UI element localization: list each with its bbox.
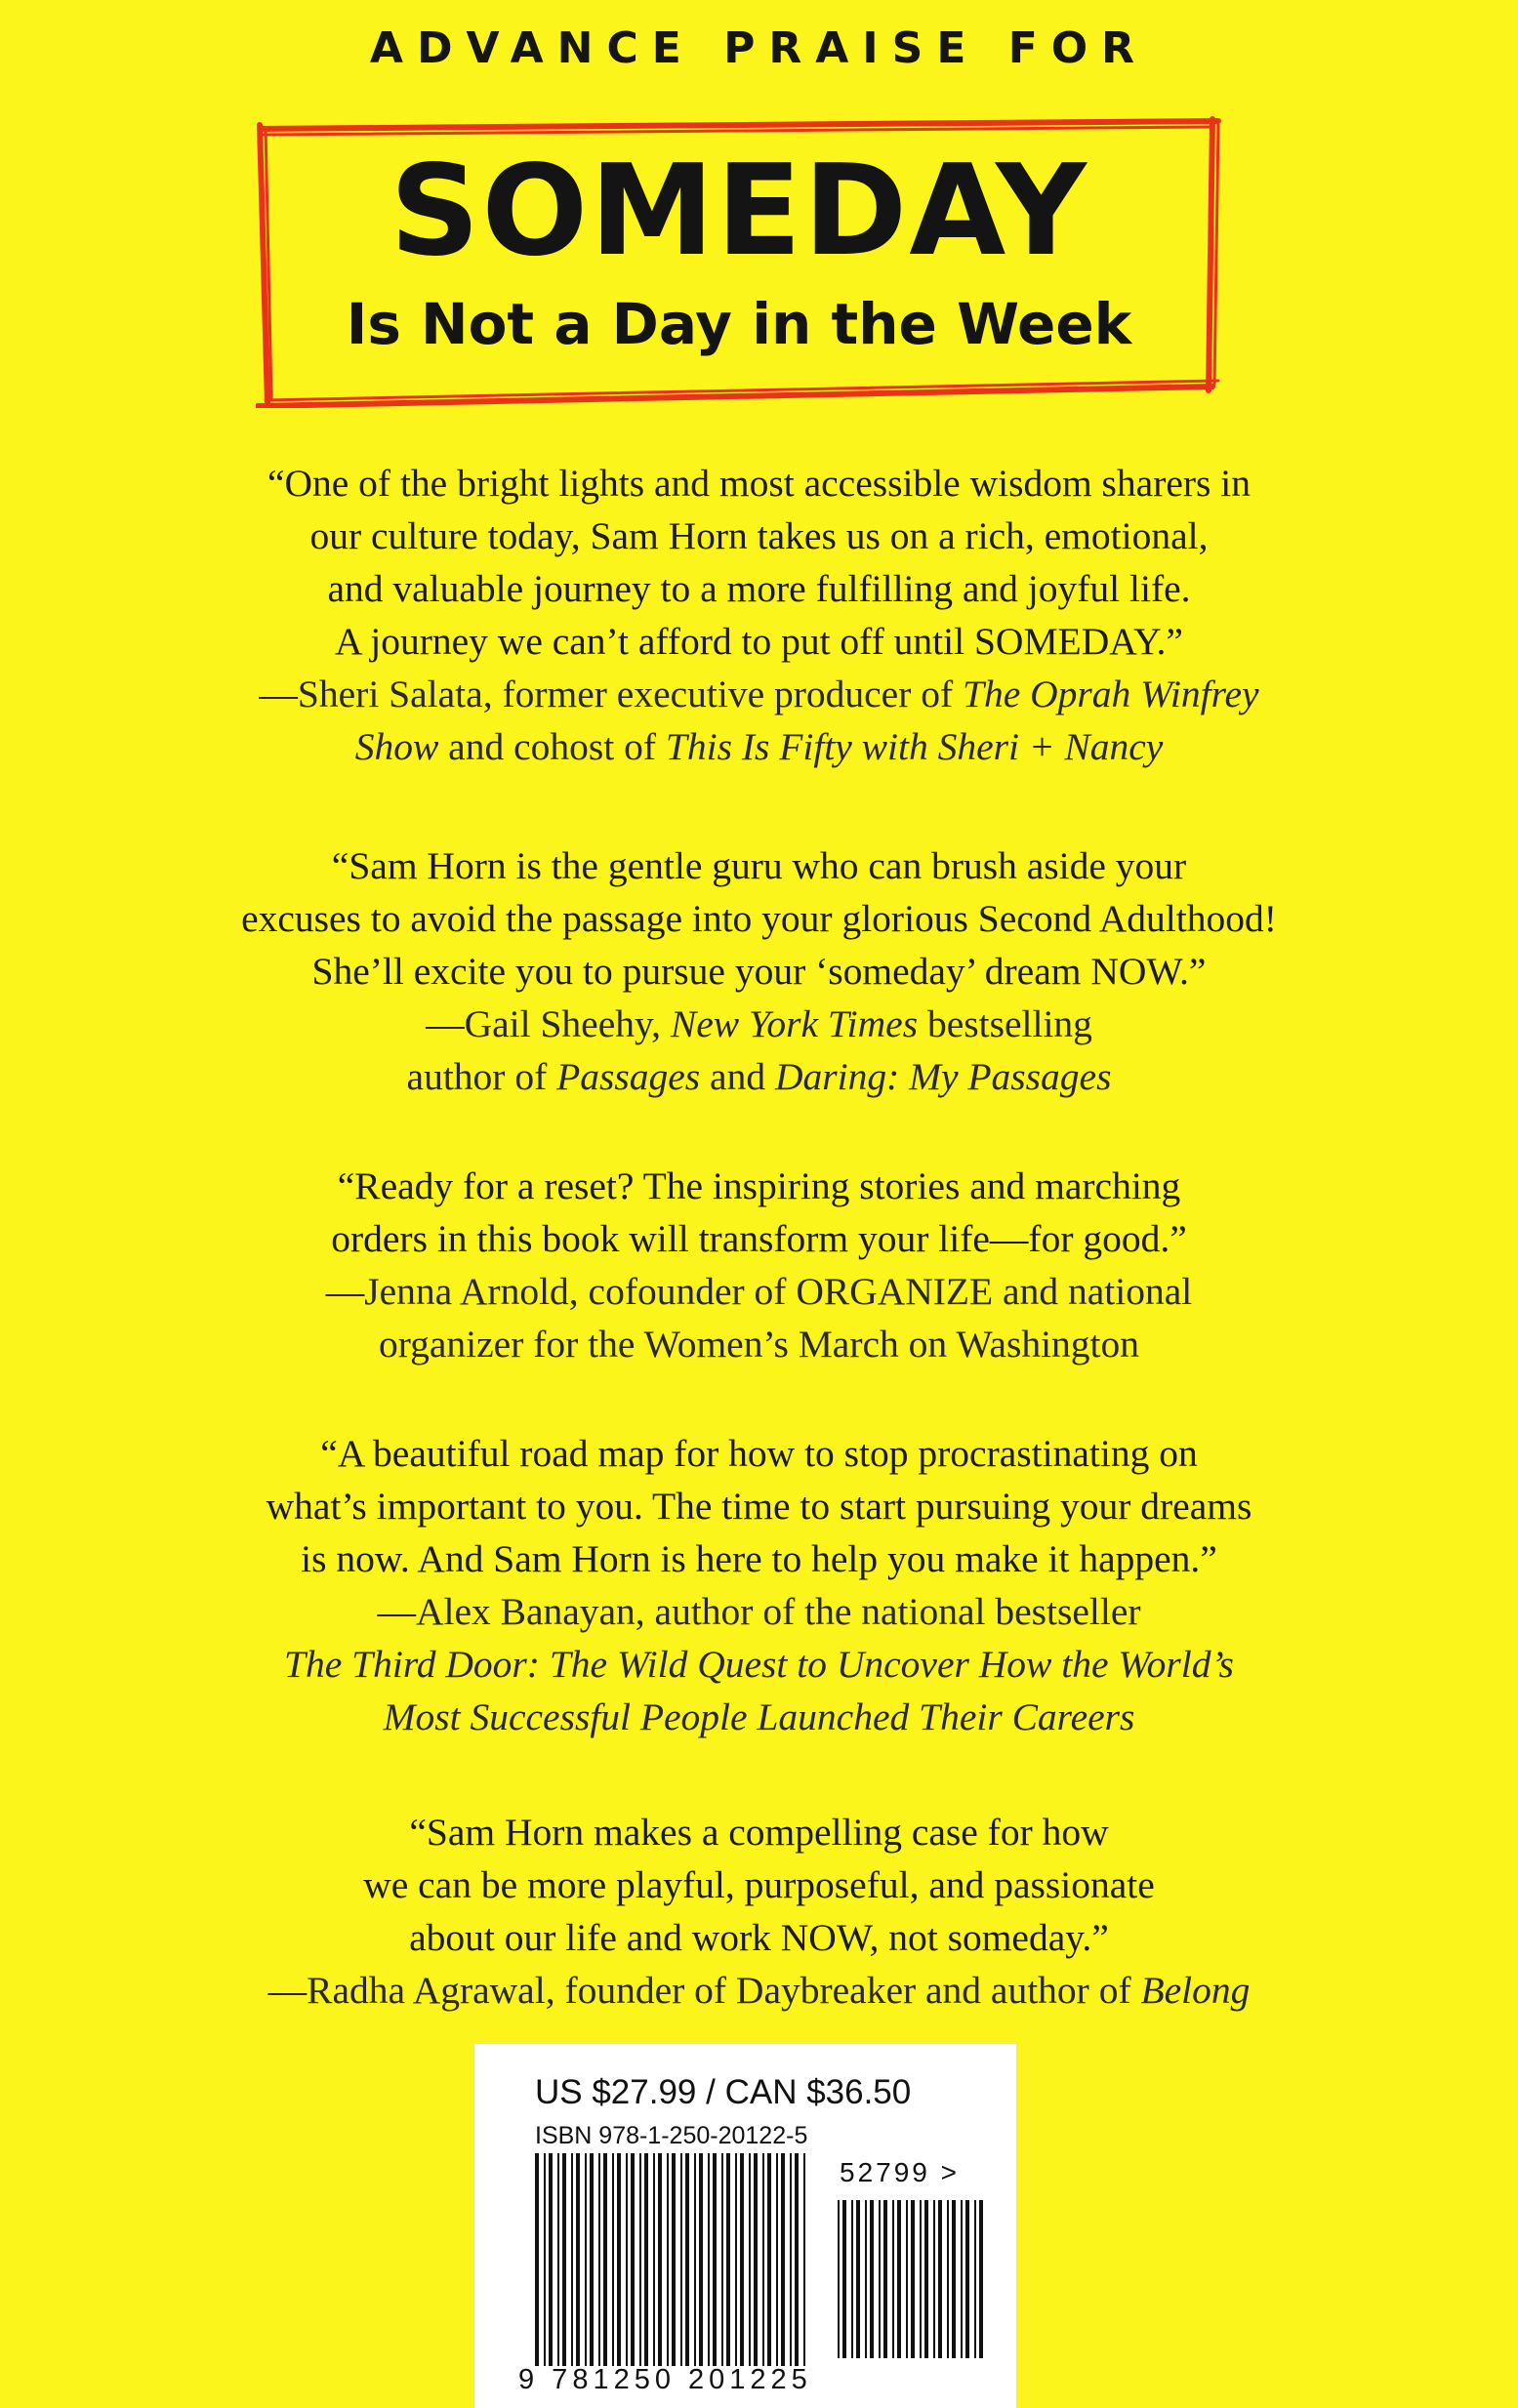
quote-line: what’s important to you. The time to start pursuing your dreams xyxy=(266,1485,1252,1528)
quote-jenna-arnold xyxy=(29,1160,1489,1370)
quote-attribution: —Radha Agrawal, founder of Daybreaker and author of Belong xyxy=(267,1969,1251,2012)
barcode-bar xyxy=(672,2153,676,2366)
barcode-bar xyxy=(612,2153,614,2366)
barcode-bar xyxy=(713,2153,717,2366)
barcode-bar xyxy=(933,2200,935,2358)
book-title: SOMEDAY xyxy=(390,139,1088,284)
quote-attribution: Most Successful People Launched Their Careers xyxy=(383,1695,1135,1738)
isbn-digits: 9 781250 201225 xyxy=(518,2364,812,2395)
barcode-bar xyxy=(790,2153,792,2366)
barcode-bar xyxy=(598,2153,600,2366)
barcode-bar xyxy=(883,2200,887,2358)
quote-line: “One of the bright lights and most accessible wisdom sharers in xyxy=(267,462,1251,505)
barcode-bar xyxy=(749,2153,751,2366)
barcode-bar xyxy=(685,2153,689,2366)
barcode-bar xyxy=(838,2200,840,2358)
quote-attribution: organizer for the Women’s March on Washington xyxy=(378,1323,1140,1366)
barcode-panel xyxy=(474,2044,1016,2408)
barcode-bar xyxy=(726,2153,730,2366)
barcode-bar xyxy=(694,2153,696,2366)
barcode-bar xyxy=(924,2200,928,2358)
barcode-bar xyxy=(947,2200,949,2358)
price-label: US $27.99 / CAN $36.50 xyxy=(535,2073,912,2111)
barcode-bar xyxy=(767,2153,771,2366)
barcode-icon xyxy=(474,2044,1016,2408)
quote-radha-agrawal xyxy=(29,1806,1489,2017)
barcode-bar xyxy=(897,2200,901,2358)
title-frame xyxy=(256,115,1222,408)
quote-attribution: —Sheri Salata, former executive producer of The Oprah Winfrey xyxy=(259,673,1259,715)
barcode-bar xyxy=(803,2153,805,2366)
barcode-bar xyxy=(865,2200,867,2358)
barcode-bar xyxy=(562,2153,566,2366)
barcode-bar xyxy=(735,2153,737,2366)
quote-line: A journey we can’t afford to put off until SOMEDAY.” xyxy=(335,620,1183,663)
isbn-label: ISBN 978-1-250-20122-5 xyxy=(535,2122,808,2149)
quote-line: “Sam Horn makes a compelling case for how xyxy=(409,1811,1109,1854)
barcode-bar xyxy=(708,2153,710,2366)
barcode-bar xyxy=(535,2153,539,2366)
quote-alex-banayan xyxy=(29,1427,1489,1743)
quote-line: and valuable journey to a more fulfilling and joyful life. xyxy=(327,567,1191,610)
barcode-bar xyxy=(979,2200,983,2358)
quote-line: She’ll excite you to pursue your ‘someday’ dream NOW.” xyxy=(311,950,1207,993)
quote-line: orders in this book will transform your life—for good.” xyxy=(331,1217,1187,1260)
barcode-bar xyxy=(920,2200,922,2358)
barcode-bar xyxy=(754,2153,758,2366)
barcode-bar xyxy=(740,2153,744,2366)
barcode-bar xyxy=(639,2153,641,2366)
barcode-bar xyxy=(974,2200,976,2358)
quote-attribution: Show and cohost of This Is Fifty with Sheri + Nancy xyxy=(354,725,1164,768)
barcode-bar xyxy=(879,2200,881,2358)
barcode-bar xyxy=(870,2200,874,2358)
barcode-bar xyxy=(938,2200,942,2358)
quote-line: about our life and work NOW, not someday.” xyxy=(409,1916,1109,1959)
quote-line: “Ready for a reset? The inspiring stories and marching xyxy=(337,1164,1181,1207)
barcode-bar xyxy=(571,2153,573,2366)
barcode-bar xyxy=(626,2153,628,2366)
quote-attribution: —Gail Sheehy, New York Times bestselling xyxy=(426,1002,1092,1045)
barcode-bar xyxy=(644,2153,648,2366)
barcode-bar xyxy=(911,2200,915,2358)
quote-attribution: —Jenna Arnold, cofounder of ORGANIZE and national xyxy=(325,1270,1193,1313)
quote-line: is now. And Sam Horn is here to help you make it happen.” xyxy=(301,1537,1217,1580)
quote-gail-sheehy xyxy=(29,839,1489,1103)
quote-line: we can be more playful, purposeful, and passionate xyxy=(363,1863,1155,1906)
barcode-bar xyxy=(590,2153,594,2366)
quote-attribution: —Alex Banayan, author of the national bestseller xyxy=(377,1590,1141,1633)
barcode-bar xyxy=(892,2200,894,2358)
price-code: 52799 > xyxy=(840,2157,960,2187)
barcode-bar xyxy=(776,2153,778,2366)
advance-praise-heading: ADVANCE PRAISE FOR xyxy=(369,23,1149,73)
barcode-bar xyxy=(603,2153,607,2366)
quote-line: excuses to avoid the passage into your glorious Second Adulthood! xyxy=(241,897,1277,940)
barcode-bar xyxy=(544,2153,546,2366)
barcode-bar xyxy=(781,2153,785,2366)
barcode-bar xyxy=(585,2153,587,2366)
barcode-bar xyxy=(667,2153,669,2366)
barcode-bar xyxy=(699,2153,703,2366)
barcode-bar xyxy=(680,2153,682,2366)
quote-attribution: The Third Door: The Wild Quest to Uncover How the World’s xyxy=(284,1643,1234,1686)
quote-line: “Sam Horn is the gentle guru who can brush aside your xyxy=(331,844,1187,887)
quote-line: “A beautiful road map for how to stop procrastinating on xyxy=(320,1432,1198,1475)
barcode-bar xyxy=(631,2153,635,2366)
barcode-bar xyxy=(961,2200,963,2358)
barcode-bar xyxy=(795,2153,799,2366)
barcode-bar xyxy=(617,2153,621,2366)
barcode-bar xyxy=(856,2200,860,2358)
barcode-bar xyxy=(965,2200,969,2358)
barcode-bar xyxy=(952,2200,956,2358)
quote-sheri-salata xyxy=(29,457,1489,773)
barcode-bar xyxy=(549,2153,553,2366)
barcode-bar xyxy=(851,2200,853,2358)
book-subtitle: Is Not a Day in the Week xyxy=(346,291,1132,357)
barcode-bar xyxy=(658,2153,662,2366)
barcode-bar xyxy=(906,2200,908,2358)
quote-attribution: author of Passages and Daring: My Passages xyxy=(406,1055,1112,1098)
barcode-bar xyxy=(842,2200,846,2358)
barcode-bar xyxy=(721,2153,723,2366)
barcode-bar xyxy=(557,2153,559,2366)
quote-line: our culture today, Sam Horn takes us on a rich, emotional, xyxy=(309,514,1209,557)
barcode-bar xyxy=(653,2153,655,2366)
barcode-bar xyxy=(762,2153,764,2366)
barcode-bar xyxy=(576,2153,580,2366)
